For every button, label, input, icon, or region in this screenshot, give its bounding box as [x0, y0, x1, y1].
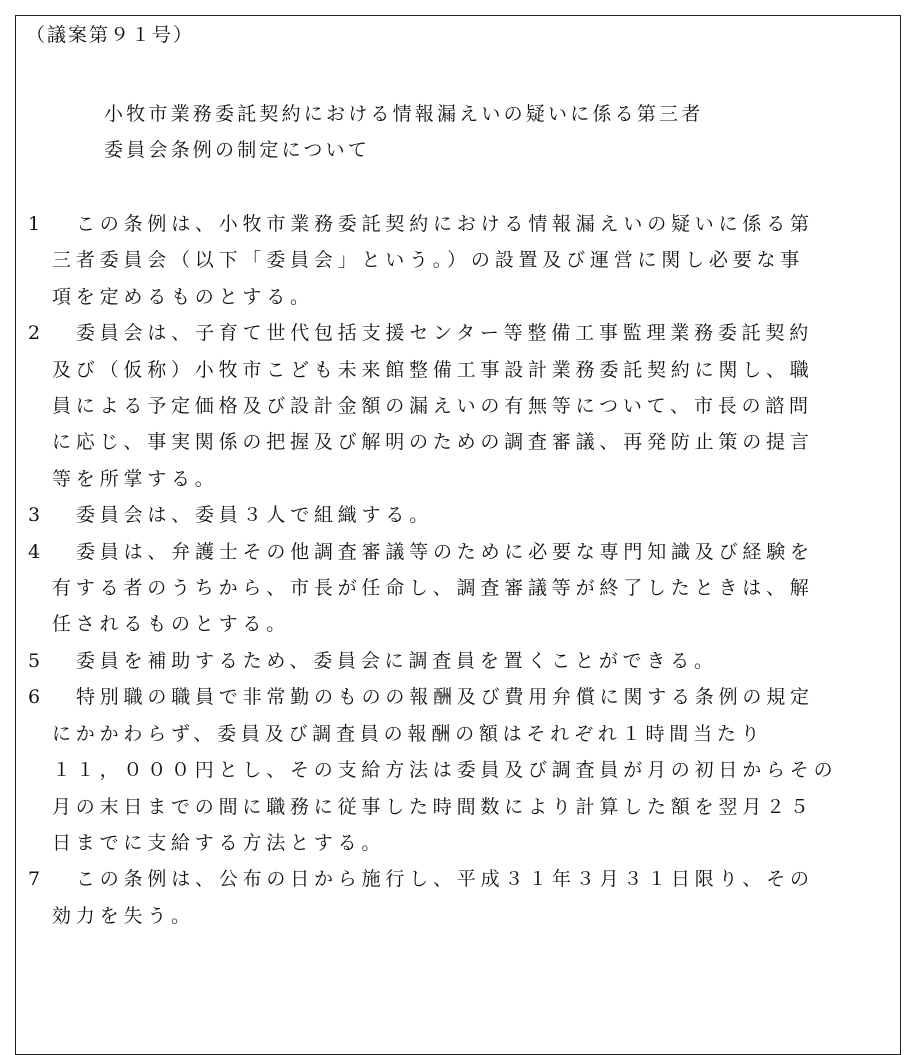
article-number: 7: [28, 868, 41, 891]
article-text-line: この条例は、公布の日から施行し、平成３１年３月３１日限り、その: [76, 868, 814, 891]
article-number: 5: [28, 649, 41, 672]
article-text-line: 員による予定価格及び設計金額の漏えいの有無等について、市長の諮問: [52, 395, 813, 418]
article-text-line: 効力を失う。: [52, 904, 195, 927]
article-5: [28, 643, 890, 679]
title-line: 小牧市業務委託契約における情報漏えいの疑いに係る第三者: [104, 103, 704, 125]
article-text-line: 日までに支給する方法とする。: [52, 831, 386, 854]
article-text-line: にかかわらず、委員及び調査員の報酬の額はそれぞれ１時間当たり: [52, 722, 765, 745]
document-title: [104, 96, 703, 168]
article-text-line: 委員は、弁護士その他調査審議等のために必要な専門知識及び経験を: [76, 540, 814, 563]
article-number: 1: [28, 213, 41, 235]
article-number: 3: [28, 504, 41, 527]
article-3: [28, 497, 890, 533]
article-text-line: 委員会は、委員３人で組織する。: [76, 504, 434, 527]
article-4: [28, 534, 890, 643]
article-text-line: 三者委員会（以下「委員会」という。）の設置及び運営に関し必要な事: [52, 249, 805, 272]
article-text-line: 等を所掌する。: [52, 467, 219, 490]
article-text-line: 月の末日までの間に職務に従事した時間数により計算した額を翌月２５: [52, 795, 814, 818]
article-number: 2: [28, 322, 41, 345]
article-7: [28, 861, 890, 934]
title-line: 委員会条例の制定について: [104, 139, 371, 161]
article-text-line: 特別職の職員で非常勤のものの報酬及び費用弁償に関する条例の規定: [76, 686, 814, 709]
article-list: [28, 206, 890, 934]
article-text-line: に応じ、事実関係の把握及び解明のための調査審議、再発防止策の提言: [52, 431, 814, 454]
article-text-line: 任されるものとする。: [52, 613, 291, 636]
article-text-line: 項を定めるものとする。: [52, 285, 314, 308]
article-text-line: 委員会は、子育て世代包括支援センター等整備工事監理業務委託契約: [76, 322, 814, 345]
article-number: 4: [28, 540, 41, 563]
article-text-line: １１，０００円とし、その支給方法は委員及び調査員が月の初日からその: [52, 759, 838, 782]
article-1: [28, 206, 890, 315]
article-text-line: この条例は、小牧市業務委託契約における情報漏えいの疑いに係る第: [76, 213, 814, 235]
article-2: [28, 315, 890, 497]
article-number: 6: [28, 686, 41, 709]
article-text-line: 及び（仮称）小牧市こども未来館整備工事設計業務委託契約に関し、職: [52, 358, 814, 381]
article-6: [28, 679, 890, 861]
article-text-line: 委員を補助するため、委員会に調査員を置くことができる。: [76, 649, 718, 672]
article-text-line: 有する者のうちから、市長が任命し、調査審議等が終了したときは、解: [52, 577, 814, 600]
bill-number: （議案第９１号）: [26, 24, 195, 46]
